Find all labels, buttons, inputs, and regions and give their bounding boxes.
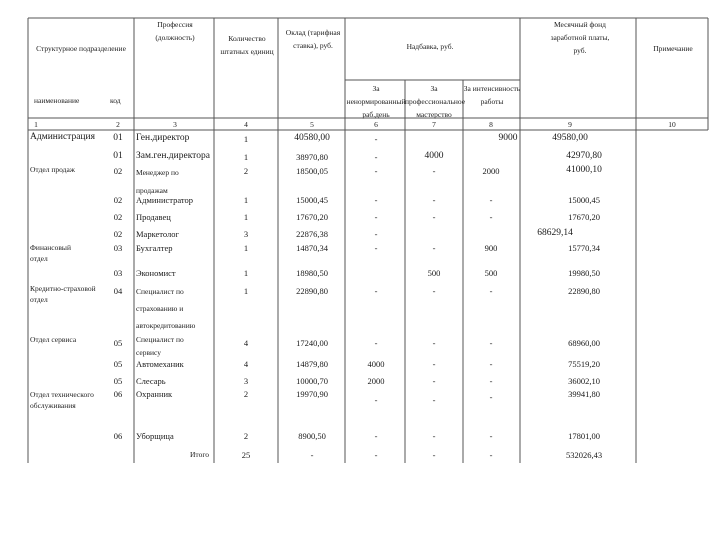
cell-allowance-3: -: [489, 359, 493, 369]
cell-fund: 42970,80: [566, 151, 602, 161]
cell-count: 4: [243, 338, 249, 348]
cell-fund: 68629,14: [537, 228, 573, 238]
total-allowance-1: -: [374, 450, 378, 460]
cell-allowance-1: -: [374, 229, 378, 239]
cell-count: 1: [243, 134, 249, 144]
cell-code: 02: [113, 229, 123, 239]
cell-count: 2: [243, 389, 249, 399]
cell-position: Администратор: [136, 195, 193, 205]
cell-salary: 18980,50: [296, 268, 328, 278]
cell-salary: 18500,05: [296, 166, 328, 176]
header-position: Профессия (должность): [155, 20, 195, 42]
cell-count: 1: [243, 268, 249, 278]
cell-allowance-3: 500: [484, 268, 498, 278]
cell-salary: 15000,45: [296, 195, 328, 205]
department-administration: Администрация: [30, 132, 95, 142]
header-salary: Оклад (тарифная ставка), руб.: [285, 28, 341, 50]
cell-fund: 36002,10: [568, 376, 600, 386]
cell-fund: 15770,34: [568, 243, 600, 253]
header-sub-allowance-2: За профессиональное мастерство: [405, 84, 466, 119]
cell-allowance-1: -: [374, 152, 378, 162]
cell-allowance-2: -: [432, 243, 436, 253]
cell-salary: 17670,20: [296, 212, 328, 222]
cell-allowance-2: -: [432, 395, 436, 405]
cell-fund: 17801,00: [568, 431, 600, 441]
cell-count: 2: [243, 431, 249, 441]
cell-allowance-2: -: [432, 166, 436, 176]
header-monthly-fund: Месячный фонд заработной платы, руб.: [550, 20, 610, 55]
cell-code: 06: [113, 389, 123, 399]
cell-allowance-2: -: [432, 359, 436, 369]
cell-position: Специалист по сервису: [136, 335, 184, 357]
header-staff-count: Количество штатных единиц: [220, 34, 274, 56]
cell-count: 1: [243, 195, 249, 205]
cell-allowance-1: -: [374, 338, 378, 348]
cell-code: 02: [113, 195, 123, 205]
cell-salary: 22890,80: [296, 286, 328, 296]
cell-count: 1: [243, 212, 249, 222]
cell-allowance-2: 500: [427, 268, 441, 278]
column-number: 7: [432, 120, 436, 129]
header-code: код: [110, 96, 121, 105]
column-number: 3: [173, 120, 177, 129]
cell-allowance-1: -: [374, 212, 378, 222]
header-note: Примечание: [653, 44, 693, 53]
cell-allowance-3: -: [489, 392, 493, 402]
cell-allowance-2: -: [432, 212, 436, 222]
cell-position: Менеджер по продажам: [136, 168, 179, 195]
cell-fund: 17670,20: [568, 212, 600, 222]
department-credit: Кредитно-страховой отдел: [30, 284, 96, 304]
cell-salary: 19970,90: [296, 389, 328, 399]
cell-allowance-2: -: [432, 431, 436, 441]
cell-position: Экономист: [136, 268, 176, 278]
cell-salary: 14879,80: [296, 359, 328, 369]
cell-count: 3: [243, 229, 249, 239]
total-fund: 532026,43: [565, 450, 603, 460]
column-number: 9: [568, 120, 572, 129]
cell-fund: 15000,45: [568, 195, 600, 205]
cell-salary: 17240,00: [296, 338, 328, 348]
cell-fund: 22890,80: [568, 286, 600, 296]
cell-allowance-1: -: [374, 195, 378, 205]
cell-position: Охранник: [136, 389, 173, 399]
cell-allowance-3: 2000: [482, 166, 500, 176]
cell-code: 02: [113, 166, 123, 176]
cell-position: Уборщица: [136, 431, 174, 441]
cell-salary: 8900,50: [298, 431, 326, 441]
cell-allowance-2: 4000: [424, 151, 444, 161]
cell-count: 4: [243, 359, 249, 369]
header-structural-division: Структурное подразделение: [36, 44, 126, 53]
cell-position: Бухгалтер: [136, 243, 173, 253]
cell-fund: 39941,80: [568, 389, 600, 399]
cell-position: Слесарь: [136, 376, 166, 386]
cell-count: 1: [243, 243, 249, 253]
cell-code: 02: [113, 212, 123, 222]
cell-code: 03: [113, 268, 123, 278]
cell-allowance-1: -: [374, 134, 378, 144]
total-salary: -: [310, 450, 314, 460]
column-number: 1: [34, 120, 38, 129]
cell-count: 3: [243, 376, 249, 386]
column-number: 5: [310, 120, 314, 129]
header-name: наименование: [34, 96, 80, 105]
column-number: 4: [244, 120, 248, 129]
total-count: 25: [241, 450, 251, 460]
cell-code: 05: [113, 338, 123, 348]
cell-allowance-1: -: [374, 286, 378, 296]
cell-allowance-1: -: [374, 395, 378, 405]
column-number: 10: [668, 120, 676, 129]
cell-allowance-1: -: [374, 243, 378, 253]
cell-fund: 41000,10: [566, 165, 602, 175]
cell-position: Автомеханик: [136, 359, 184, 369]
cell-code: 05: [113, 376, 123, 386]
cell-code: 01: [113, 151, 123, 161]
cell-fund: 68960,00: [568, 338, 600, 348]
header-sub-allowance-3: За интенсивность работы: [463, 84, 521, 106]
cell-allowance-1: -: [374, 431, 378, 441]
cell-allowance-1: 2000: [367, 376, 385, 386]
cell-fund: 75519,20: [568, 359, 600, 369]
cell-allowance-3: -: [489, 212, 493, 222]
cell-count: 1: [243, 152, 249, 162]
header-allowances: Надбавка, руб.: [406, 42, 454, 51]
cell-code: 01: [113, 133, 123, 143]
column-number: 6: [374, 120, 378, 129]
cell-position: Специалист по страхованию и автокредитованию: [136, 287, 196, 330]
header-sub-allowance-1: За ненормированный раб.день: [346, 84, 406, 119]
cell-code: 04: [113, 286, 123, 296]
cell-count: 2: [243, 166, 249, 176]
cell-allowance-3: -: [489, 195, 493, 205]
cell-allowance-3: 9000: [498, 133, 518, 143]
department-maintenance: Отдел технического обслуживания: [30, 390, 94, 410]
cell-position: Ген.директор: [136, 133, 190, 143]
cell-code: 06: [113, 431, 123, 441]
cell-salary: 40580,00: [294, 133, 330, 143]
cell-allowance-2: -: [432, 195, 436, 205]
cell-allowance-2: -: [432, 376, 436, 386]
column-number: 2: [116, 120, 120, 129]
cell-code: 03: [113, 243, 123, 253]
cell-salary: 10000,70: [296, 376, 328, 386]
cell-allowance-3: -: [489, 338, 493, 348]
cell-fund: 19980,50: [568, 268, 600, 278]
department-sales: Отдел продаж: [30, 165, 75, 174]
cell-code: 05: [113, 359, 123, 369]
cell-allowance-3: -: [489, 376, 493, 386]
cell-count: 1: [243, 286, 249, 296]
cell-position: Продавец: [136, 212, 171, 222]
department-service: Отдел сервиса: [30, 335, 77, 344]
cell-allowance-3: -: [489, 286, 493, 296]
cell-position: Зам.ген.директора: [136, 151, 210, 161]
department-finance: Финансовый отдел: [30, 243, 71, 263]
cell-position: Маркетолог: [136, 229, 179, 239]
cell-salary: 38970,80: [296, 152, 328, 162]
cell-allowance-2: -: [432, 338, 436, 348]
cell-salary: 22876,38: [296, 229, 328, 239]
total-allowance-3: -: [489, 450, 493, 460]
cell-allowance-1: -: [374, 166, 378, 176]
cell-allowance-3: -: [489, 431, 493, 441]
total-allowance-2: -: [432, 450, 436, 460]
cell-fund: 49580,00: [552, 133, 588, 143]
cell-allowance-1: 4000: [367, 359, 385, 369]
cell-allowance-3: 900: [484, 243, 498, 253]
column-number: 8: [489, 120, 493, 129]
cell-salary: 14870,34: [296, 243, 328, 253]
cell-allowance-2: -: [432, 286, 436, 296]
total-label: Итого: [190, 450, 209, 459]
